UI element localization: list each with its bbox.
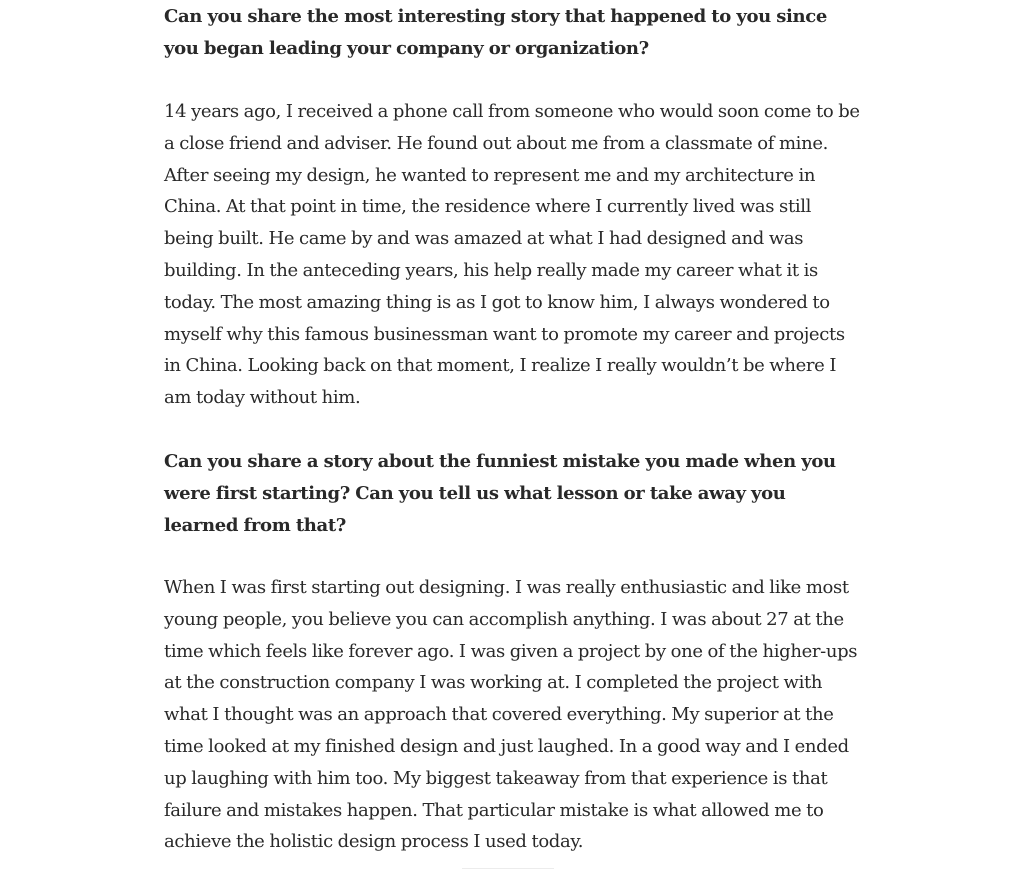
interview-question: Can you share a story about the funniest mistake you made when you were first starting? Can you tell us what lesson or take away you learned from that? — [164, 451, 836, 536]
interview-answer: 14 years ago, I received a phone call from someone who would soon come to be a close friend and adviser. He found out about me from a classmate of mine. After seeing my design, he wanted to represent me and my architecture in China. At that point in time, the residence where I currently lived was still being built. He came by and was amazed at what I had designed and was building. In the anteceding years, his help really made my career what it is today. The most amazing thing is as I got to know him, I always wondered to myself why this famous businessman want to promote my career and projects in China. Looking back on that moment, I realize I really wouldn’t be where I am today without him. — [164, 101, 860, 409]
image-top-edge-divider — [462, 868, 554, 869]
interview-question: Can you share the most interesting story that happened to you since you began leading your company or organization? — [164, 6, 827, 59]
interview-answer: When I was first starting out designing. I was really enthusiastic and like most young people, you believe you can accomplish anything. I was about 27 at the time which feels like forever ago. I was given a project by one of the higher-ups at the construction company I was working at. I completed the project with what I thought was an approach that covered everything. My superior at the time looked at my finished design and just laughed. In a good way and I ended up laughing with him too. My biggest takeaway from that experience is that failure and mistakes happen. That particular mistake is what allowed me to achieve the holistic design process I used today. — [164, 577, 858, 853]
